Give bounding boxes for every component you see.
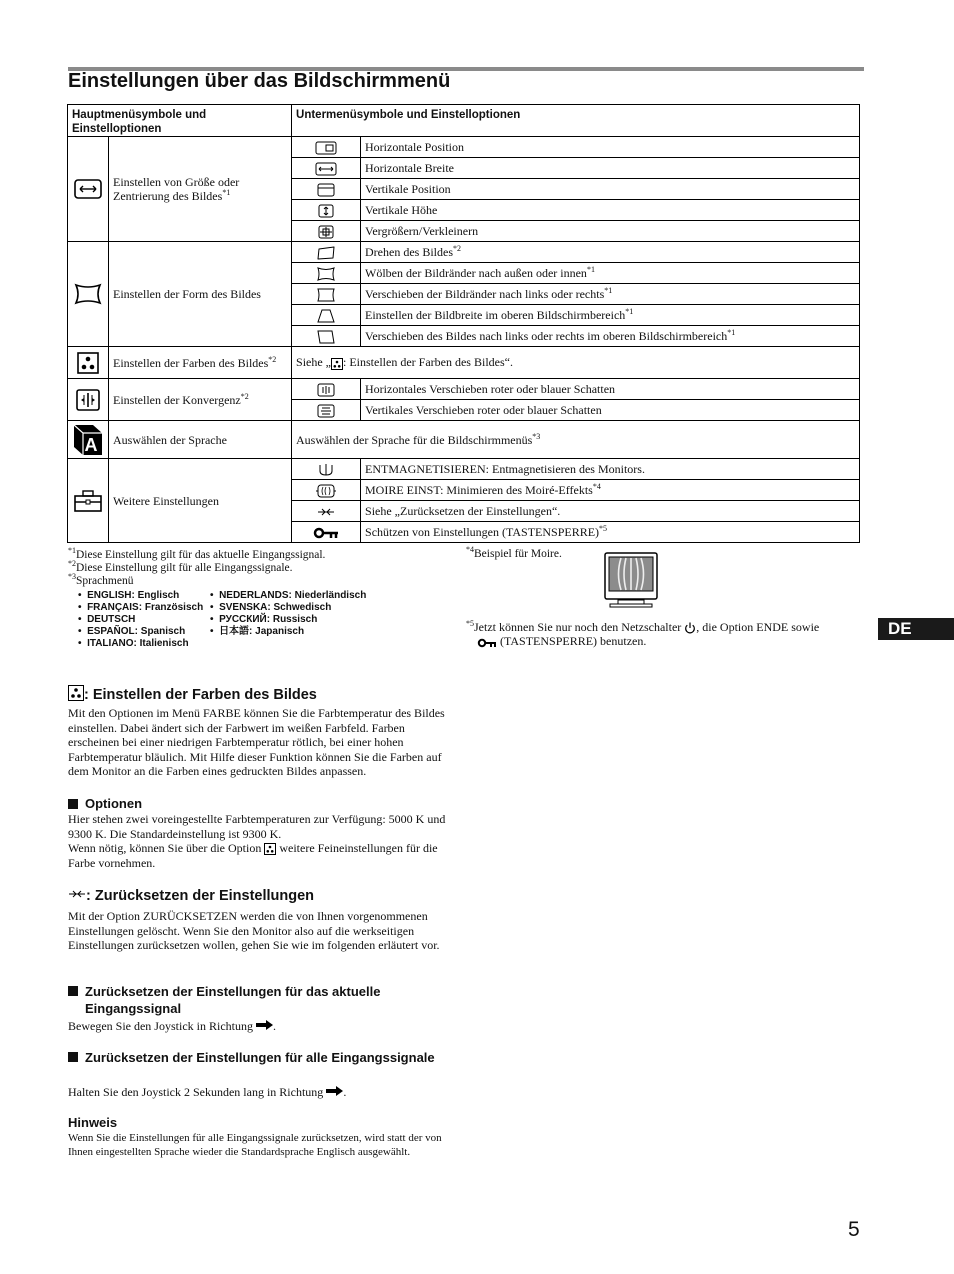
section-reset-heading: : Zurücksetzen der Einstellungen: [68, 888, 314, 904]
color-ref-text: Siehe „ : Einstellen der Farben des Bildes“.: [292, 347, 860, 379]
language-text: Auswählen der Sprache für die Bildschirmmenüs$^{*3}$: [292, 421, 860, 459]
reset-current-heading: Zurücksetzen der Einstellungen für das aktuelle Eingangssignal: [68, 983, 448, 1017]
h-convergence-icon: [292, 379, 361, 400]
table-header-sub: Untermenüsymbole und Einstelloptionen: [292, 105, 860, 137]
footnote-5: $^{*5}$Jetzt können Sie nur noch den Netzschalter , die Option ENDE sowie (TASTENSPERRE) benutzen.: [466, 619, 820, 649]
footnote-4: $^{*4}$Beispiel für Moire.: [466, 545, 562, 560]
pincushion-icon: [292, 263, 361, 284]
geometry-label: Einstellen der Form des Bildes: [109, 242, 292, 347]
language-label: Auswählen der Sprache: [109, 421, 292, 459]
options-heading: Optionen: [68, 795, 142, 812]
v-convergence-icon: [292, 400, 361, 421]
language-item: • FRANÇAIS: Französisch: [78, 602, 204, 613]
v-convergence-label: Vertikales Verschieben roter oder blauer Schatten: [361, 400, 860, 421]
section-color-body: Mit den Optionen im Menü FARBE können Sie die Farbtemperatur des Bildes einstellen. Dabei ändert sich der Farbwert im weißen Farbfeld. Farben erscheinen bei einer niedrigen Farbtemperatur rötlich, bei einer hohen Farbtemperatur bläulich. Mit Hilfe dieser Funktion können Sie die Farben auf dem Monitor an die Farben eines gedruckten Bildes anpassen.: [68, 706, 445, 778]
language-item: • 日本語: Japanisch: [210, 626, 305, 637]
color-label: Einstellen der Farben des Bildes$^{*2}$: [109, 347, 292, 379]
footnote-1: $^{*1}$Diese Einstellung gilt für das aktuelle Eingangssignal.: [68, 546, 326, 561]
convergence-label: Einstellen der Konvergenz$^{*2}$: [109, 379, 292, 421]
color-icon-small: [331, 358, 343, 370]
color-icon-small: [264, 843, 276, 855]
h-convergence-label: Horizontales Verschieben roter oder blauer Schatten: [361, 379, 860, 400]
geometry-icon: [68, 242, 109, 347]
zoom-label: Vergrößern/Verkleinern: [361, 221, 860, 242]
reset-all-body: Halten Sie den Joystick 2 Sekunden lang in Richtung .: [68, 1085, 347, 1099]
language-item: • ESPAÑOL: Spanisch: [78, 626, 186, 637]
color-icon: [68, 347, 109, 379]
v-position-icon: [292, 179, 361, 200]
keystone-label: Einstellen der Bildbreite im oberen Bildschirmbereich$^{*1}$: [361, 305, 860, 326]
size-center-label: Einstellen von Größe oder Zentrierung des Bildes$^{*1}$: [109, 137, 292, 242]
language-icon: [68, 421, 109, 459]
reset-icon: [292, 501, 361, 522]
rotation-icon: [292, 242, 361, 263]
h-width-label: Horizontale Breite: [361, 158, 860, 179]
arrow-right-icon: [256, 1020, 273, 1030]
hint-heading: Hinweis: [68, 1115, 118, 1130]
h-width-icon: [292, 158, 361, 179]
language-item: • NEDERLANDS: Niederländisch: [210, 590, 367, 601]
reset-ref-label: Siehe „Zurücksetzen der Einstellungen“.: [361, 501, 860, 522]
footnote-2: $^{*2}$Diese Einstellung gilt für alle Eingangssignale.: [68, 559, 293, 574]
svg-text:A: A: [84, 434, 98, 455]
footnotes: [68, 546, 326, 588]
size-center-icon: [68, 137, 109, 242]
key-lock-icon: [292, 522, 361, 543]
top-balance-label: Verschieben des Bildes nach links oder rechts im oberen Bildschirmbereich$^{*1}$: [361, 326, 860, 347]
v-height-icon: [292, 200, 361, 221]
language-item: • DEUTSCH: [78, 614, 136, 625]
language-item: • SVENSKA: Schwedisch: [210, 602, 332, 613]
page-number: 5: [848, 1218, 860, 1241]
moire-monitor-illustration: [604, 552, 658, 608]
table-header-main: Hauptmenüsymbole und Einstelloptionen: [68, 105, 292, 137]
section-reset-body: Mit der Option ZURÜCKSETZEN werden die von Ihnen vorgenommenen Einstellungen gelöscht. Wenn Sie den Monitor also auf die werkseitigen Einstellungen zurücksetzen wollen, gehen Sie wie im folgenden erläutert vor.: [68, 909, 440, 952]
reset-current-body: Bewegen Sie den Joystick in Richtung .: [68, 1019, 276, 1033]
page-title: Einstellungen über das Bildschirmmenü: [68, 70, 451, 92]
key-lock-icon: [477, 638, 497, 648]
arrow-right-icon: [326, 1086, 343, 1096]
menu-table: [67, 104, 860, 543]
color-icon: [68, 685, 84, 701]
h-position-label: Horizontale Position: [361, 137, 860, 158]
h-position-icon: [292, 137, 361, 158]
reset-icon: [68, 889, 86, 899]
pin-balance-label: Verschieben der Bildränder nach links oder rechts$^{*1}$: [361, 284, 860, 305]
top-balance-icon: [292, 326, 361, 347]
language-tab: DE: [878, 618, 954, 640]
pin-balance-icon: [292, 284, 361, 305]
v-height-label: Vertikale Höhe: [361, 200, 860, 221]
convergence-icon: [68, 379, 109, 421]
section-color-heading: : Einstellen der Farben des Bildes: [68, 685, 317, 703]
reset-all-heading: Zurücksetzen der Einstellungen für alle Eingangssignale: [68, 1049, 448, 1066]
rotation-label: Drehen des Bildes$^{*2}$: [361, 242, 860, 263]
power-icon: [684, 622, 696, 634]
hint-body: Wenn Sie die Einstellungen für alle Eingangssignale zurücksetzen, wird statt der von Ihnen eingestellten Sprache wieder die Standardsprache Englisch ausgewählt.: [68, 1132, 442, 1158]
keystone-icon: [292, 305, 361, 326]
pincushion-label: Wölben der Bildränder nach außen oder innen$^{*1}$: [361, 263, 860, 284]
degauss-icon: [292, 459, 361, 480]
moire-icon: [292, 480, 361, 501]
language-item: • ITALIANO: Italienisch: [78, 638, 189, 649]
key-lock-label: Schützen von Einstellungen (TASTENSPERRE)$^{*5}$: [361, 522, 860, 543]
options-toolbox-icon: [68, 459, 109, 543]
v-position-label: Vertikale Position: [361, 179, 860, 200]
moire-label: MOIRE EINST: Minimieren des Moiré-Effekts$^{*4}$: [361, 480, 860, 501]
language-item: • РУССКИЙ: Russisch: [210, 614, 318, 625]
options-body: Hier stehen zwei voreingestellte Farbtemperaturen zur Verfügung: 5000 K und 9300 K. Die Standardeinstellung ist 9300 K. Wenn nötig, können Sie über die Option weitere Feineinstellungen für die Farbe vornehmen.: [68, 812, 446, 870]
footnote-3: $^{*3}$Sprachmenü: [68, 572, 134, 587]
options-label: Weitere Einstellungen: [109, 459, 292, 543]
degauss-label: ENTMAGNETISIEREN: Entmagnetisieren des Monitors.: [361, 459, 860, 480]
language-item: • ENGLISH: Englisch: [78, 590, 180, 601]
zoom-icon: [292, 221, 361, 242]
